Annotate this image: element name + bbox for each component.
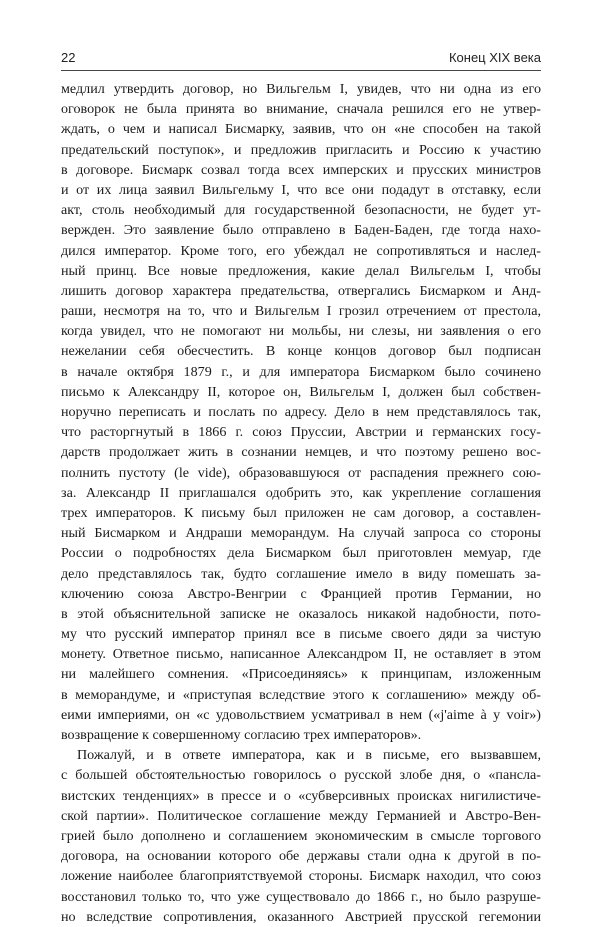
text-line: ждать, о чем и написал Бисмарку, заявив, что он «не способен на такой (61, 121, 541, 138)
text-line: дарств продолжает жить в сознании немцев, и что поэтому решено вос- (61, 444, 541, 461)
text-line: трех императоров. К письму был приложен не сам договор, а составлен- (61, 504, 541, 521)
text-line: с большей обстоятельностью говорилось о русской злобе дня, о «пансла- (61, 767, 541, 784)
text-line: оговорок не была принята во внимание, сначала решился его не утвер- (61, 101, 541, 118)
text-line: му что русский император принял все в письме своего дяди за чистую (61, 626, 541, 643)
text-line: вистских тенденциях» в прессе и о «субверсивных происках нигилистиче- (61, 787, 541, 804)
text-line: норучно переписать и послать по адресу. Дело в нем представлялось так, (61, 404, 541, 420)
page-number: 22 (61, 50, 76, 65)
text-line: России о подробностях дела Бисмарком был приготовлен мемуар, где (61, 545, 541, 562)
text-line: дился император. Кроме того, его убеждал не сопротивляться и наслед- (61, 242, 541, 259)
text-line: восстановил только то, что уже существовало до 1866 г., но было разруше- (61, 888, 541, 905)
text-line: в этой объяснительной записке не оказалось никакой надобности, пото- (61, 605, 541, 622)
text-line: медлил утвердить договор, но Вильгельм I, увидев, что ни одна из его (61, 81, 541, 97)
text-line: лишить договор характера предательства, отвергались Бисмарком и Анд- (61, 282, 541, 299)
text-line: грией было дополнено и соглашением экономическим в смысле торгового (61, 827, 541, 844)
body-text (61, 79, 541, 927)
header-rule (61, 70, 541, 71)
text-line: еими империями, он «с удовольствием усматривал в нем («j'aime à y voir») (61, 706, 541, 723)
text-line: монету. Ответное письмо, написанное Александром II, не оставляет в этом (61, 646, 541, 663)
text-line: за. Александр II приглашался одобрить это, как укрепление соглашения (61, 484, 541, 501)
running-title: Конец XIX века (448, 50, 541, 65)
text-line: ключению союза Австро-Венгрии с Францией против Германии, но (61, 585, 541, 602)
text-line: Пожалуй, и в ответе императора, как и в письме, его вызвавшем, (77, 747, 541, 764)
text-line: возвращение к совершенному согласию трех императоров». (61, 727, 422, 743)
text-line: ни малейшего сомнения. «Присоединяясь» к принципам, изложенным (61, 666, 541, 683)
text-line: договора, на основании которого обе державы стали одна к другой в по- (61, 848, 541, 865)
text-line: раши, несмотря на то, что и Вильгельм I грозил отречением от престола, (61, 303, 541, 320)
text-line: письмо к Александру II, которое он, Вильгельм I, должен был собствен- (61, 383, 541, 400)
text-line: но вследствие сопротивления, оказанного Австрией прусской гегемонии (61, 908, 541, 925)
text-line: в меморандуме, и «приступая вследствие этого к соглашению» между об- (61, 686, 541, 703)
text-line: когда увидел, что не помогают ни мольбы, ни слезы, ни заявления о его (61, 323, 541, 340)
text-line: акт, столь необходимый для государственной безопасности, не будет ут- (61, 202, 541, 219)
text-line: полнить пустоту (le vide), образовавшуюся от распадения прежнего сою- (61, 464, 541, 481)
text-line: нежелании себя обесчестить. В конце концов договор был подписан (61, 343, 541, 360)
text-line: и от их лица заявил Вильгельму I, что все они подадут в отставку, если (61, 181, 541, 198)
text-line: ложение наиболее благоприятствуемой стороны. Бисмарк находил, что союз (61, 868, 541, 885)
text-line: ный принц. Все новые предложения, какие делал Вильгельм I, чтобы (61, 262, 541, 279)
text-line: в начале октября 1879 г., и для императора Бисмарком было сочинено (61, 363, 541, 380)
text-line: дело представлялось так, будто соглашение имело в виду помешать за- (61, 565, 541, 582)
text-line: что расторгнутый в 1866 г. союз Пруссии, Австрии и германских госу- (61, 424, 541, 441)
running-header (61, 50, 541, 70)
text-line: вержден. Это заявление было отправлено в Баден-Баден, где тогда нахо- (61, 222, 541, 239)
text-line: в договоре. Бисмарк созвал тогда всех имперских и прусских министров (61, 161, 541, 178)
text-line: ской партии». Политическое соглашение между Германией и Австро-Вен- (61, 807, 541, 824)
text-line: ный Бисмарком и Андраши меморандум. На случай запроса со стороны (61, 525, 541, 542)
text-line: предательский поступок», и предложив пригласить и Россию к участию (61, 141, 541, 158)
